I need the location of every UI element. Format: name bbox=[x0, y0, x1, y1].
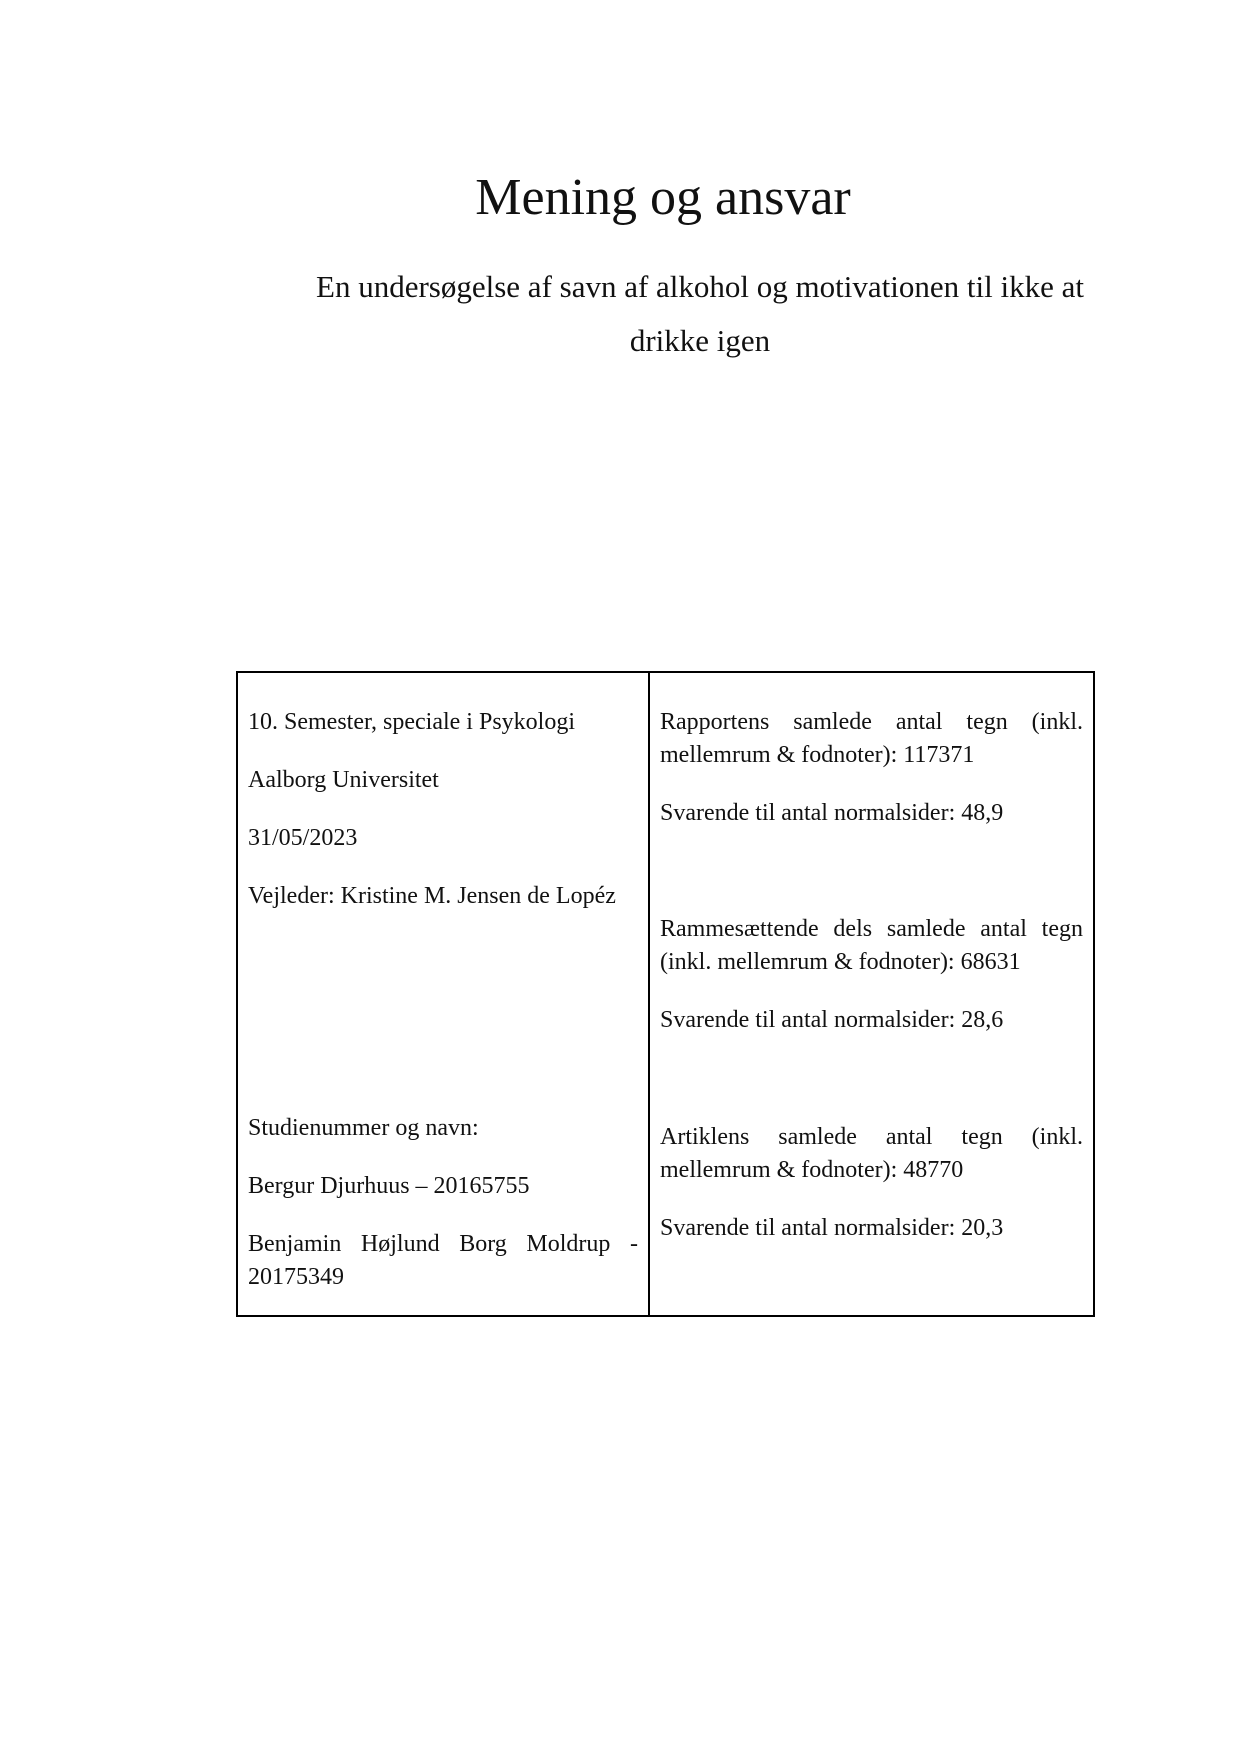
frame-chars-line-2: (inkl. mellemrum & fodnoter): 68631 bbox=[660, 949, 1021, 975]
subtitle-line-1: En undersøgelse af savn af alkohol og motivationen til ikke at bbox=[316, 269, 1084, 304]
students-heading: Studienummer og navn: bbox=[248, 1115, 479, 1141]
document-title: Mening og ansvar bbox=[475, 169, 851, 226]
date-text: 31/05/2023 bbox=[248, 825, 358, 851]
document-subtitle bbox=[300, 260, 1100, 368]
report-chars-line-2: mellemrum & fodnoter): 117371 bbox=[660, 742, 975, 768]
semester-text: 10. Semester, speciale i Psykologi bbox=[248, 709, 575, 735]
report-pages-text: Svarende til antal normalsider: 48,9 bbox=[660, 800, 1004, 826]
supervisor-text: Vejleder: Kristine M. Jensen de Lopéz bbox=[248, 883, 616, 909]
article-chars-line-1: Artiklens samlede antal tegn (inkl. bbox=[660, 1124, 1083, 1150]
university-text: Aalborg Universitet bbox=[248, 767, 439, 793]
report-chars-line-1: Rapportens samlede antal tegn (inkl. bbox=[660, 709, 1083, 735]
article-chars-line-2: mellemrum & fodnoter): 48770 bbox=[660, 1157, 964, 1183]
student-2-line-2: 20175349 bbox=[248, 1264, 344, 1290]
left-info-column bbox=[238, 673, 650, 1315]
frame-pages-text: Svarende til antal normalsider: 28,6 bbox=[660, 1007, 1004, 1033]
student-2-line-1: Benjamin Højlund Borg Moldrup - bbox=[248, 1231, 638, 1257]
student-1-text: Bergur Djurhuus – 20165755 bbox=[248, 1173, 530, 1199]
cover-info-table bbox=[236, 671, 1095, 1317]
right-info-column bbox=[650, 673, 1093, 1315]
frame-chars-line-1: Rammesættende dels samlede antal tegn bbox=[660, 916, 1083, 942]
article-pages-text: Svarende til antal normalsider: 20,3 bbox=[660, 1215, 1004, 1241]
subtitle-line-2: drikke igen bbox=[629, 323, 771, 358]
